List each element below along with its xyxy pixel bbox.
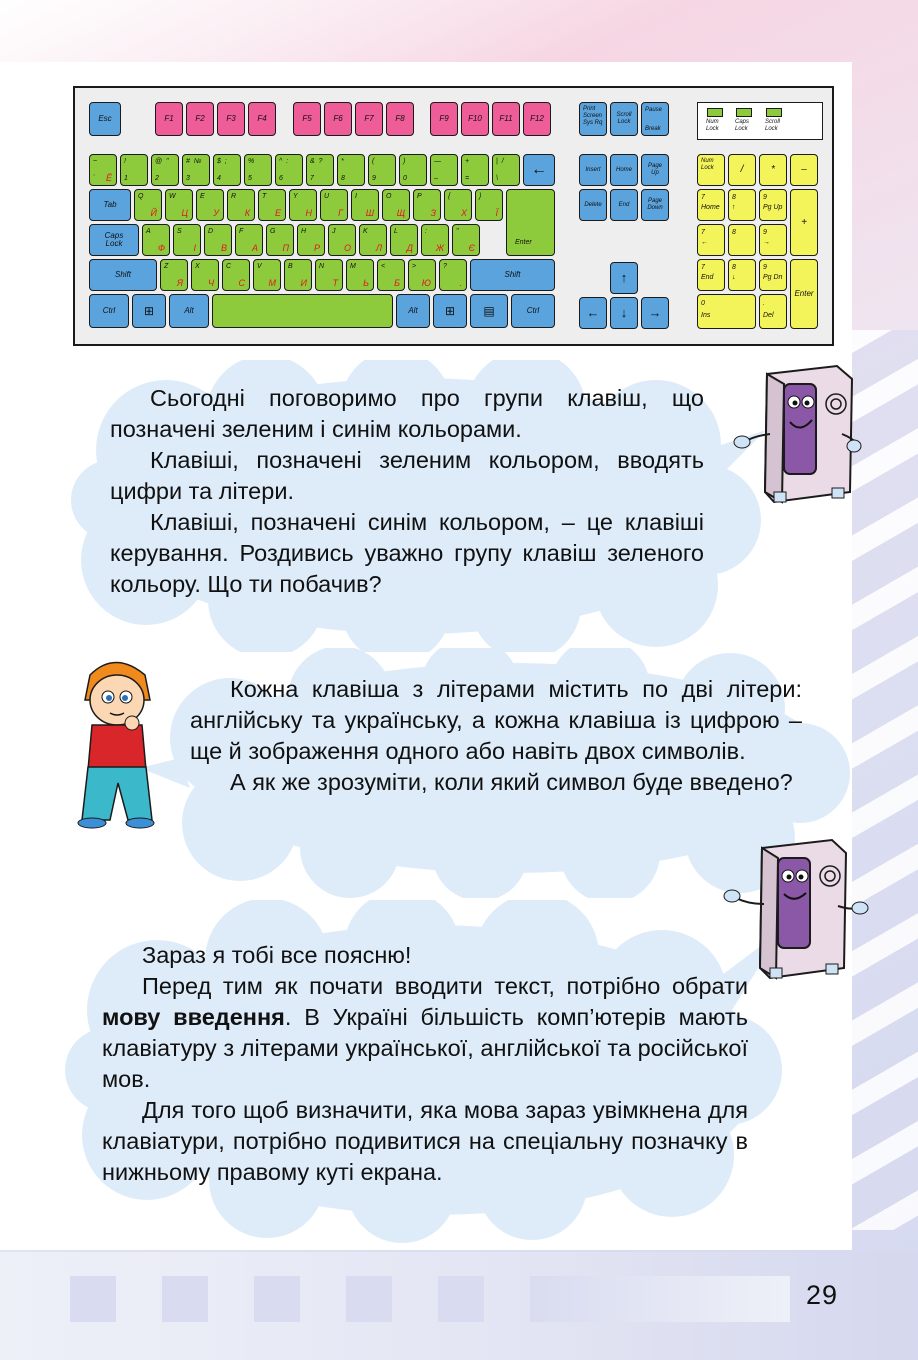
key-label: Shift: [114, 270, 131, 279]
key-v: [253, 259, 281, 291]
key-label: P: [417, 193, 422, 200]
arrow-down-icon: ↓: [620, 305, 628, 320]
cloud-2-paragraph: А як же зрозуміти, коли який символ буде введено?: [230, 769, 793, 795]
decorative-square: [162, 1276, 208, 1322]
key-label: {: [448, 193, 451, 200]
key-label: Н: [305, 208, 312, 218]
key-label: Insert: [585, 167, 601, 173]
key-f3: [217, 102, 245, 136]
key-label: F4: [257, 114, 267, 123]
key-u: [320, 189, 348, 221]
key-label: А: [251, 243, 258, 253]
key-label: D: [208, 228, 214, 235]
key-9: [368, 154, 396, 186]
key-label: %: [248, 158, 255, 165]
key-label: T: [262, 193, 267, 200]
key-label: X: [195, 263, 200, 270]
key-windows-left: [132, 294, 166, 328]
key-8: [337, 154, 365, 186]
key-label: F1: [164, 114, 174, 123]
key-label: *: [341, 158, 344, 165]
key-num-9-pgup: [759, 189, 787, 221]
key-arrow-down: [610, 297, 638, 329]
key-label: $ ;: [217, 158, 227, 165]
key-label: F10: [468, 114, 482, 123]
text-span: Перед тим як почати вводити текст, потрібно обрати: [142, 973, 748, 999]
key-num-1-end: [697, 259, 725, 291]
key-num-5: [728, 224, 756, 256]
key-label: Enter: [794, 289, 814, 298]
key-4: [213, 154, 241, 186]
key-num-divide: [728, 154, 756, 186]
key-label: Y: [293, 193, 298, 200]
key-t: [258, 189, 286, 221]
key-f2: [186, 102, 214, 136]
key-label: Я: [176, 278, 183, 288]
cloud-2-text: [190, 674, 802, 798]
key-label: П: [282, 243, 289, 253]
key-label: K: [363, 228, 368, 235]
key-l: [390, 224, 418, 256]
key-label: & ?: [310, 158, 323, 165]
key-label: 1: [124, 175, 128, 182]
key-alt-left: [169, 294, 209, 328]
key-f6: [324, 102, 352, 136]
key-0: [399, 154, 427, 186]
key-label: Ctrl: [102, 306, 116, 315]
key-label: 9 →: [763, 229, 770, 246]
key-f11: [492, 102, 520, 136]
indicator-label: Caps Lock: [735, 119, 750, 132]
decorative-square: [70, 1276, 116, 1322]
key-label: Ю: [421, 278, 431, 288]
key-label: F5: [302, 114, 312, 123]
key-arrow-left: [579, 297, 607, 329]
key-x: [191, 259, 219, 291]
key-label: Д: [406, 243, 413, 253]
indicator-lamp: [766, 108, 782, 117]
key-label: W: [169, 193, 176, 200]
key-arrow-right: [641, 297, 669, 329]
key-quote: [452, 224, 480, 256]
cloud-1-paragraph: Клавіші, позначені зеленим кольором, вводять цифри та літери.: [110, 447, 704, 504]
cloud-1-text: [110, 383, 704, 600]
key-equals: [461, 154, 489, 186]
key-label: Т: [332, 278, 338, 288]
key-label: Print Screen Sys Rq: [583, 106, 603, 126]
key-label: Ш: [365, 208, 374, 218]
key-label: . Del: [763, 300, 774, 319]
key-alt-right: [396, 294, 430, 328]
key-label: F9: [439, 114, 449, 123]
indicator-lamp: [736, 108, 752, 117]
computer-character-illustration: [720, 838, 870, 986]
arrow-left-icon: ←: [586, 305, 600, 320]
key-b: [284, 259, 312, 291]
indicator-label: Num Lock: [706, 119, 719, 132]
key-label: ": [456, 228, 459, 235]
key-label: | /: [496, 158, 504, 165]
cloud-1-paragraph: Клавіші, позначені синім кольором, – це клавіші керування. Роздивись уважно групу клавіш зеленого кольору. Що ти побачив?: [110, 509, 704, 597]
key-label: 9: [372, 175, 376, 182]
key-label: V: [257, 263, 262, 270]
key-label: И: [300, 278, 307, 288]
key-s: [173, 224, 201, 256]
key-label: З: [430, 208, 436, 218]
key-num-minus: [790, 154, 818, 186]
key-label: 0 Ins: [701, 300, 711, 319]
key-end: [610, 189, 638, 221]
key-label: Break: [645, 126, 661, 132]
text-span: . В Україні більшість комп’ютерів мають клавіатуру з літерами української, англійської та російської мов.: [102, 1004, 748, 1092]
key-n: [315, 259, 343, 291]
key-label: >: [412, 263, 417, 270]
decorative-square: [438, 1276, 484, 1322]
key-f1: [155, 102, 183, 136]
key-period: [408, 259, 436, 291]
key-label: H: [301, 228, 307, 235]
key-label: Ф: [157, 243, 165, 253]
key-label: =: [465, 175, 470, 182]
key-y: [289, 189, 317, 221]
key-label: М: [268, 278, 276, 288]
key-backspace: [523, 154, 555, 186]
key-k: [359, 224, 387, 256]
key-label: S: [177, 228, 182, 235]
key-label: Є: [468, 243, 475, 253]
key-label: U: [324, 193, 330, 200]
backspace-arrow-icon: ←: [531, 161, 547, 178]
key-label: ?: [443, 263, 447, 270]
key-bracket-right: [475, 189, 503, 221]
key-label: 8: [341, 175, 345, 182]
key-label: Z: [164, 263, 169, 270]
key-label: ^ :: [279, 158, 289, 165]
key-backslash: [492, 154, 520, 186]
key-label: Page Up: [647, 163, 662, 176]
indicator-panel: [697, 102, 823, 140]
key-shift-right: [470, 259, 555, 291]
key-label: Р: [313, 243, 320, 253]
cloud-2-paragraph: Кожна клавіша з літерами містить по дві літери: англійську та українську, а кожна клавіша із цифрою – ще й зображення одного або навіть двох символів.: [190, 676, 802, 764]
key-label: N: [319, 263, 325, 270]
key-label: (: [372, 158, 375, 165]
key-label: G: [270, 228, 276, 235]
key-label: F8: [395, 114, 405, 123]
key-arrow-up: [610, 262, 638, 294]
key-label: С: [238, 278, 245, 288]
key-label: Scroll Lock: [616, 112, 632, 125]
windows-logo-icon: ⊞: [143, 304, 155, 318]
key-label: 7 Home: [701, 194, 720, 211]
key-num-8-up: [728, 189, 756, 221]
key-label: –: [434, 175, 438, 182]
key-label: Esc: [98, 114, 112, 123]
key-slash: [439, 259, 467, 291]
key-r: [227, 189, 255, 221]
key-label: 9 Pg Up: [763, 194, 783, 211]
key-o: [382, 189, 410, 221]
key-label: 9 Pg Dn: [763, 264, 783, 281]
key-c: [222, 259, 250, 291]
key-f9: [430, 102, 458, 136]
key-label: F7: [364, 114, 374, 123]
cloud-3-paragraph: [102, 971, 748, 1095]
key-label: 2: [155, 175, 159, 182]
key-insert: [579, 154, 607, 186]
key-label: <: [381, 263, 386, 270]
key-label: +: [465, 158, 470, 165]
key-num-multiply: [759, 154, 787, 186]
key-label: Tab: [103, 200, 117, 209]
key-label: Ё: [105, 173, 112, 183]
key-num-enter: [790, 259, 818, 329]
key-label: J: [332, 228, 336, 235]
key-label: 8 ↓: [732, 264, 736, 281]
key-label: К: [244, 208, 250, 218]
key-label: O: [386, 193, 392, 200]
key-label: I: [355, 193, 357, 200]
key-label: Е: [274, 208, 281, 218]
key-label: 0: [403, 175, 407, 182]
key-label: M: [350, 263, 356, 270]
key-6: [275, 154, 303, 186]
key-label: Shift: [504, 270, 521, 279]
key-label: /: [740, 164, 744, 175]
key-pause-break: [641, 102, 669, 136]
key-bracket-left: [444, 189, 472, 221]
key-scroll-lock: [610, 102, 638, 136]
key-label: О: [343, 243, 351, 253]
key-esc: [89, 102, 121, 136]
key-label: 7: [310, 175, 314, 182]
key-label: Page Down: [647, 198, 663, 211]
key-e: [196, 189, 224, 221]
key-label: 3: [186, 175, 190, 182]
key-f7: [355, 102, 383, 136]
key-label: ~: [93, 158, 98, 165]
decorative-square: [346, 1276, 392, 1322]
key-label: Alt: [408, 306, 418, 315]
key-label: Pause: [645, 107, 663, 113]
key-f4: [248, 102, 276, 136]
key-label: .: [459, 278, 462, 288]
arrow-right-icon: →: [648, 305, 662, 320]
cloud-3-paragraph: Для того щоб визначити, яка мова зараз увімкнена для клавіатури, потрібно подивитися на спеціальну позначку в нижньому правому куті екрана.: [102, 1097, 748, 1185]
key-num-lock: [697, 154, 725, 186]
key-page-up: [641, 154, 669, 186]
key-semicolon: [421, 224, 449, 256]
key-num-7-home: [697, 189, 725, 221]
key-h: [297, 224, 325, 256]
key-home: [610, 154, 638, 186]
decorative-square: [254, 1276, 300, 1322]
key-3: [182, 154, 210, 186]
key-page-down: [641, 189, 669, 221]
boy-character-illustration: [70, 655, 165, 830]
key-label: F3: [226, 114, 236, 123]
key-label: `: [93, 175, 96, 182]
key-m: [346, 259, 374, 291]
key-label: Num Lock: [701, 158, 714, 171]
key-space: [212, 294, 393, 328]
key-label: Ї: [495, 208, 498, 218]
key-label: Alt: [184, 306, 194, 315]
key-label: F6: [333, 114, 343, 123]
indicator-label: Scroll Lock: [765, 119, 781, 132]
decorative-square: [530, 1276, 790, 1322]
key-1: [120, 154, 148, 186]
key-label: –: [801, 164, 807, 175]
key-enter: [506, 189, 555, 256]
key-delete: [579, 189, 607, 221]
key-label: Home: [615, 167, 632, 173]
key-windows-right: [433, 294, 467, 328]
key-label: У: [213, 208, 219, 218]
cloud-3-paragraph: Зараз я тобі все поясню!: [142, 942, 412, 968]
key-label: 7 End: [701, 264, 714, 281]
key-num-2-down: [728, 259, 756, 291]
key-f: [235, 224, 263, 256]
key-label: Q: [138, 193, 144, 200]
key-label: B: [288, 263, 293, 270]
key-d: [204, 224, 232, 256]
key-label: \: [496, 175, 498, 182]
arrow-up-icon: ↑: [620, 270, 628, 285]
key-tab: [89, 189, 131, 221]
key-num-4-left: [697, 224, 725, 256]
key-print-screen: [579, 102, 607, 136]
key-label: +: [801, 216, 807, 228]
key-5: [244, 154, 272, 186]
emphasized-term: мову введення: [102, 1004, 285, 1030]
key-label: L: [394, 228, 398, 235]
key-label: Ж: [435, 243, 444, 253]
menu-icon: ▤: [483, 304, 495, 318]
key-label: @ ": [155, 158, 169, 165]
key-num-plus: [790, 189, 818, 256]
key-label: Ч: [207, 278, 214, 288]
key-g: [266, 224, 294, 256]
page-number: 29: [806, 1280, 839, 1310]
indicator-lamp: [707, 108, 723, 117]
key-label: 6: [279, 175, 283, 182]
cloud-3-text: [102, 940, 748, 1188]
key-f10: [461, 102, 489, 136]
key-label: F12: [530, 114, 544, 123]
key-label: C: [226, 263, 232, 270]
key-label: A: [146, 228, 151, 235]
computer-character-illustration: [732, 364, 862, 509]
key-comma: [377, 259, 405, 291]
key-f12: [523, 102, 551, 136]
key-2: [151, 154, 179, 186]
key-label: E: [200, 193, 205, 200]
key-minus: [430, 154, 458, 186]
key-label: Б: [394, 278, 400, 288]
key-label: Ctrl: [526, 306, 540, 315]
key-label: F2: [195, 114, 205, 123]
key-num-6-right: [759, 224, 787, 256]
key-label: Caps Lock: [104, 231, 124, 248]
key-label: Ц: [181, 208, 188, 218]
windows-logo-icon: ⊞: [444, 304, 456, 318]
key-label: Ь: [363, 278, 369, 288]
key-label: Л: [375, 243, 382, 253]
key-a: [142, 224, 170, 256]
key-ctrl-left: [89, 294, 129, 328]
key-shift-left: [89, 259, 157, 291]
keyboard-illustration: [73, 86, 834, 346]
key-label: :: [425, 228, 427, 235]
key-label: Х: [460, 208, 467, 218]
key-num-3-pgdn: [759, 259, 787, 291]
key-label: R: [231, 193, 237, 200]
key-label: В: [220, 243, 227, 253]
key-tilde: [89, 154, 117, 186]
key-label: 5: [248, 175, 252, 182]
key-num-dot-del: [759, 294, 787, 329]
key-menu: [470, 294, 508, 328]
key-z: [160, 259, 188, 291]
key-label: Г: [338, 208, 343, 218]
key-w: [165, 189, 193, 221]
key-j: [328, 224, 356, 256]
key-label: F11: [499, 114, 513, 123]
key-7: [306, 154, 334, 186]
key-num-0-ins: [697, 294, 756, 329]
key-label: *: [771, 164, 775, 175]
key-f5: [293, 102, 321, 136]
key-label: І: [193, 243, 196, 253]
key-i: [351, 189, 379, 221]
key-q: [134, 189, 162, 221]
key-p: [413, 189, 441, 221]
key-label: Щ: [396, 208, 405, 218]
key-label: Enter: [515, 239, 532, 246]
key-caps-lock: [89, 224, 139, 256]
key-ctrl-right: [511, 294, 555, 328]
key-label: 4: [217, 175, 221, 182]
key-label: Delete: [584, 202, 602, 208]
key-label: 8: [732, 229, 736, 236]
key-label: —: [434, 158, 441, 165]
key-label: 7 ←: [701, 229, 708, 246]
key-label: # №: [186, 158, 202, 165]
key-label: F: [239, 228, 244, 235]
key-f8: [386, 102, 414, 136]
key-label: End: [618, 202, 630, 208]
key-label: 8 ↑: [732, 194, 736, 211]
key-label: !: [124, 158, 126, 165]
cloud-1-paragraph: Сьогодні поговоримо про групи клавіш, що позначені зеленим і синім кольорами.: [110, 385, 704, 442]
key-label: Й: [150, 208, 157, 218]
key-label: ): [403, 158, 406, 165]
key-label: }: [479, 193, 482, 200]
